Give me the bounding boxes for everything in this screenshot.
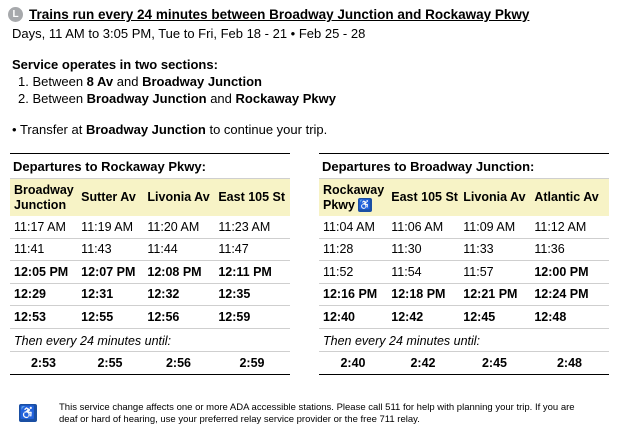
table-row: 11:17 AM 11:19 AM 11:20 AM 11:23 AM bbox=[10, 216, 290, 239]
route-l-icon: L bbox=[8, 7, 23, 22]
ada-footer bbox=[19, 402, 579, 426]
table-title: Departures to Broadway Junction: bbox=[322, 159, 535, 174]
table-row: 11:52 11:54 11:57 12:00 PM bbox=[319, 261, 609, 284]
table-row: 12:29 12:31 12:32 12:35 bbox=[10, 284, 290, 307]
section-item: 1. Between 8 Av and Broadway Junction bbox=[18, 74, 263, 89]
notice-header bbox=[8, 7, 529, 22]
table-row: 12:53 12:55 12:56 12:59 bbox=[10, 306, 290, 329]
column-header: Sutter Av bbox=[81, 190, 136, 204]
column-header: Atlantic Av bbox=[534, 190, 599, 204]
table-header-row bbox=[319, 178, 609, 216]
table-row: 11:41 11:43 11:44 11:47 bbox=[10, 239, 290, 262]
ada-notice: This service change affects one or more ADA accessible stations. Please call 511 for help with planning your trip. If you are deaf or hard of hearing, use your preferred relay service provider or the free 711 relay. bbox=[59, 402, 575, 425]
wheelchair-icon: ♿ bbox=[19, 405, 37, 420]
column-header: Livonia Av bbox=[147, 190, 210, 204]
section-item: 2. Between Broadway Junction and Rockaway Pkwy bbox=[18, 91, 336, 106]
column-header: Livonia Av bbox=[463, 190, 526, 204]
broadway-departures-table bbox=[319, 153, 609, 375]
sections-list bbox=[18, 73, 336, 107]
table-title: Departures to Rockaway Pkwy: bbox=[13, 159, 206, 174]
sections-title: Service operates in two sections: bbox=[12, 57, 218, 72]
frequency-note: Then every 24 minutes until: bbox=[10, 329, 290, 352]
transfer-note: • Transfer at Broadway Junction to continue your trip. bbox=[12, 122, 328, 137]
table-row: 12:40 12:42 12:45 12:48 bbox=[319, 306, 609, 329]
last-departure-row: 2:53 2:55 2:56 2:59 bbox=[10, 352, 290, 375]
table-row: 11:04 AM 11:06 AM 11:09 AM 11:12 AM bbox=[319, 216, 609, 239]
column-header: East 105 St bbox=[218, 190, 286, 204]
table-row: 12:05 PM 12:07 PM 12:08 PM 12:11 PM bbox=[10, 261, 290, 284]
table-row: 11:28 11:30 11:33 11:36 bbox=[319, 239, 609, 262]
column-header: Broadway Junction bbox=[14, 182, 74, 212]
wheelchair-icon: ♿ bbox=[358, 199, 372, 211]
table-row: 12:16 PM 12:18 PM 12:21 PM 12:24 PM bbox=[319, 284, 609, 307]
headline: Trains run every 24 minutes between Broadway Junction and Rockaway Pkwy bbox=[29, 7, 530, 22]
column-header: Rockaway Pkwy ♿ bbox=[323, 182, 385, 212]
rockaway-departures-table bbox=[10, 153, 290, 375]
frequency-note: Then every 24 minutes until: bbox=[319, 329, 609, 352]
column-header: East 105 St bbox=[391, 190, 458, 204]
last-departure-row: 2:40 2:42 2:45 2:48 bbox=[319, 352, 609, 375]
service-dates: Days, 11 AM to 3:05 PM, Tue to Fri, Feb 18 - 21 • Feb 25 - 28 bbox=[12, 26, 366, 41]
table-header-row bbox=[10, 178, 290, 216]
